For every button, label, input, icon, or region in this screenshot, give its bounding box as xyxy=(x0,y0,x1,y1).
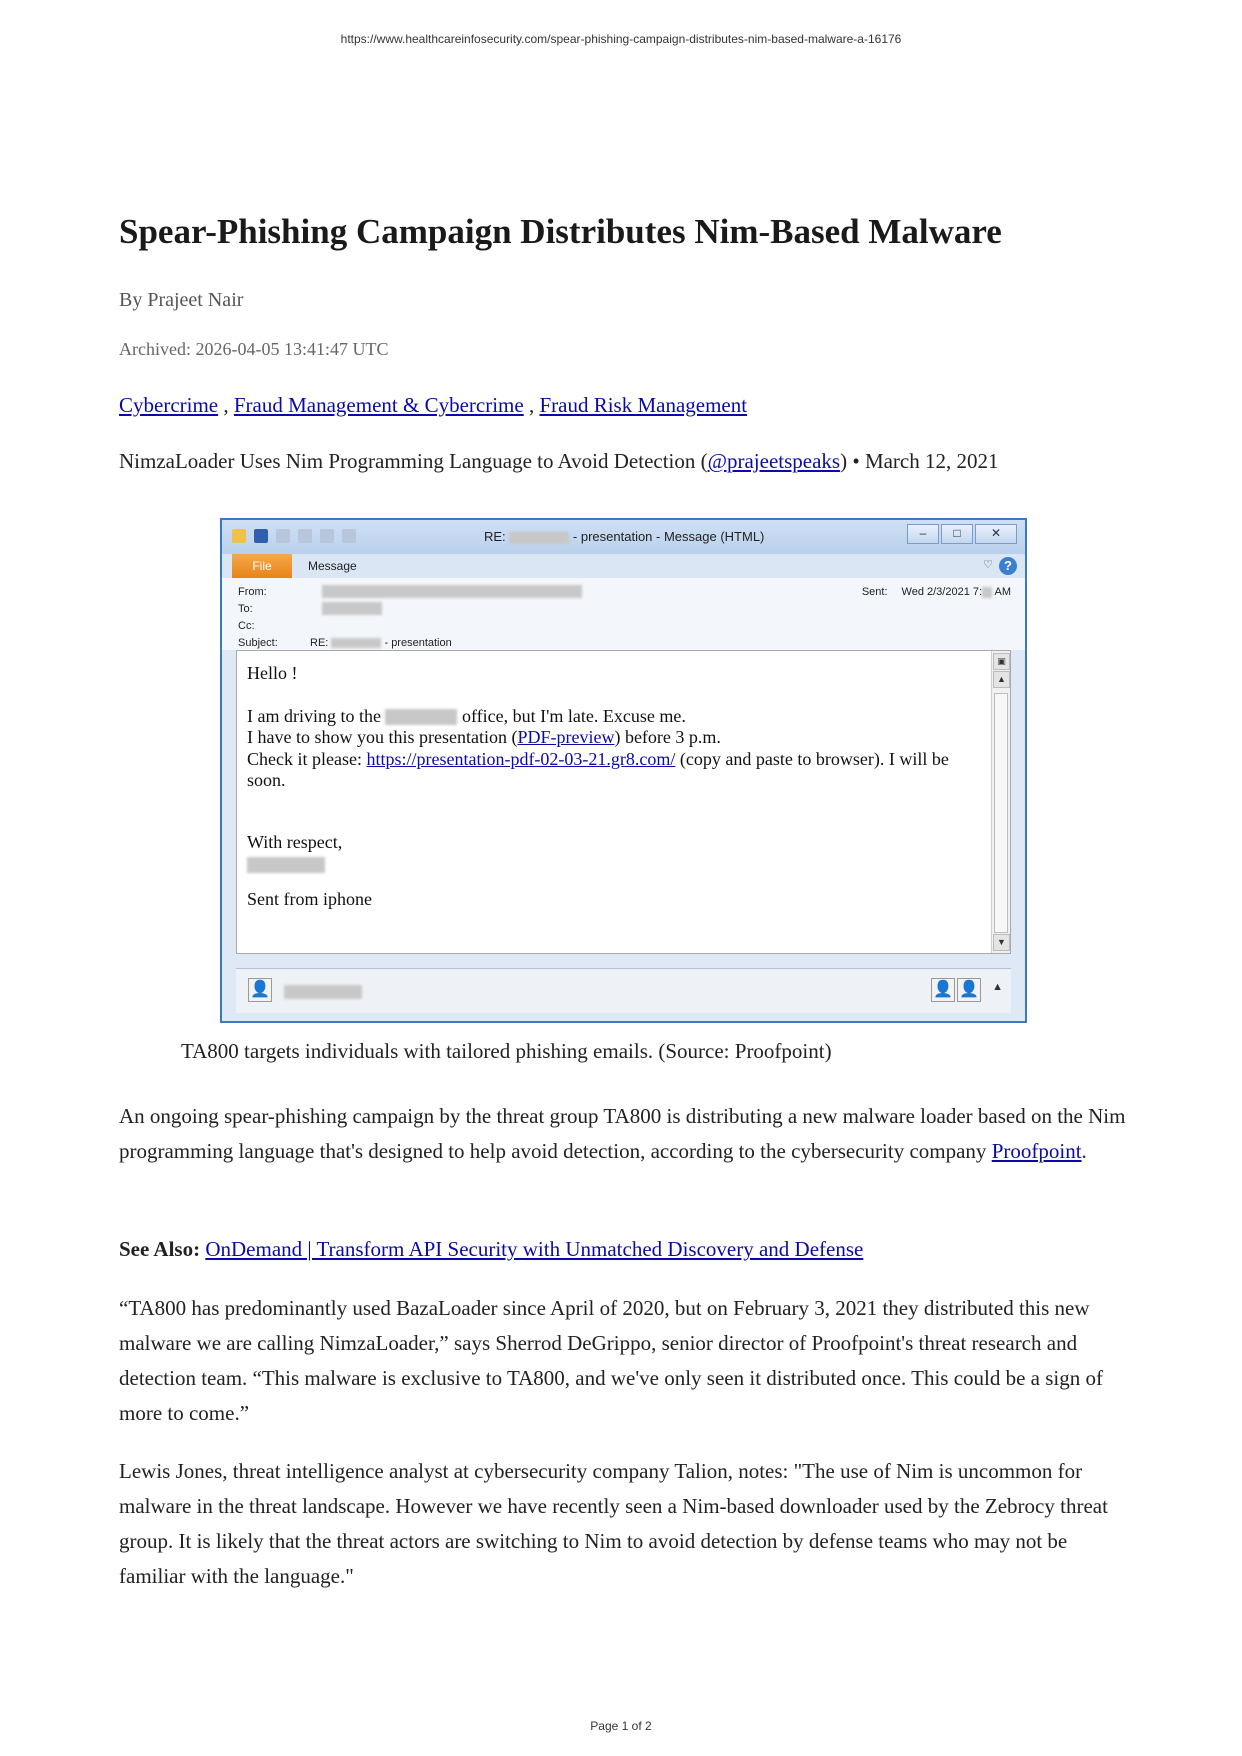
close-icon[interactable]: ✕ xyxy=(975,524,1017,544)
people-name xyxy=(284,983,362,1001)
category-link-cybercrime[interactable]: Cybercrime xyxy=(119,393,219,417)
sent-date: Sent: Wed 2/3/2021 7: AM xyxy=(861,586,1011,598)
to-label: To: xyxy=(238,603,253,615)
window-controls xyxy=(907,524,1017,544)
scroll-down-icon[interactable]: ▼ xyxy=(993,934,1010,951)
figure-caption: TA800 targets individuals with tailored phishing emails. (Source: Proofpoint) xyxy=(181,1039,832,1063)
article-subtitle xyxy=(119,449,999,474)
subtitle-date: ) • March 12, 2021 xyxy=(840,449,999,473)
maximize-icon[interactable]: □ xyxy=(941,524,973,544)
email-greeting: Hello ! xyxy=(247,663,298,683)
from-label: From: xyxy=(238,586,267,598)
people-pane xyxy=(236,968,1011,1013)
category-separator: , xyxy=(218,393,234,417)
redacted-block xyxy=(509,532,569,544)
see-also-link[interactable]: OnDemand | Transform API Security with Unmatched Discovery and Defense xyxy=(205,1237,864,1261)
tab-message[interactable]: Message xyxy=(308,559,357,573)
undo-icon xyxy=(276,529,290,543)
email-line-3: Check it please: https://presentation-pdf-02-03-21.gr8.com/ (copy and paste to browser). I will be soon. xyxy=(247,748,949,790)
scroll-thumb[interactable] xyxy=(994,693,1008,933)
proofpoint-link[interactable]: Proofpoint xyxy=(991,1139,1082,1163)
window-titlebar xyxy=(222,520,1025,554)
chevron-up-icon[interactable]: ▲ xyxy=(992,981,1003,993)
help-icon[interactable]: ? xyxy=(999,557,1017,575)
archived-date: Archived: 2026-04-05 13:41:47 UTC xyxy=(119,339,389,359)
byline: By Prajeet Nair xyxy=(119,289,244,311)
subtitle-text: NimzaLoader Uses Nim Programming Language to Avoid Detection ( xyxy=(119,449,708,473)
email-closing: With respect, xyxy=(247,831,343,852)
email-line-1: I am driving to the office, but I'm late. Excuse me. xyxy=(247,705,686,726)
category-links xyxy=(119,393,747,418)
ribbon xyxy=(222,554,1025,579)
paragraph-quote-degrippo: “TA800 has predominantly used BazaLoader since April of 2020, but on February 3, 2021 they distributed this new malware we are calling NimzaLoader,” says Sherrod DeGrippo, senior director of Proofpoint's threat research and detection team. “This malware is exclusive to TA800, and we've only seen it distributed once. This could be a sign of more to come.” xyxy=(119,1296,1103,1425)
see-also xyxy=(119,1232,1129,1267)
chevron-down-icon[interactable]: ♡ xyxy=(983,559,993,571)
from-value xyxy=(322,585,582,598)
to-value xyxy=(322,602,382,615)
avatar-icon: 👤 xyxy=(931,978,955,1002)
category-separator: , xyxy=(523,393,540,417)
avatar-icon: 👤 xyxy=(248,978,272,1002)
page-url: https://www.healthcareinfosecurity.com/spear-phishing-campaign-distributes-nim-based-malware-a-16176 xyxy=(340,32,902,46)
author-handle-link[interactable]: @prajeetspeaks xyxy=(707,449,841,473)
category-link-fraud-management[interactable]: Fraud Management & Cybercrime xyxy=(233,393,524,417)
pdf-preview-link[interactable]: PDF-preview xyxy=(517,727,615,747)
paragraph-quote-jones: Lewis Jones, threat intelligence analyst at cybersecurity company Talion, notes: "The use of Nim is uncommon for malware in the threat landscape. However we have recently seen a Nim-based downloader used by the Zebrocy threat group. It is likely that the threat actors are switching to Nim to avoid detection by defense teams who may not be familiar with the language." xyxy=(119,1459,1108,1588)
cc-label: Cc: xyxy=(238,620,255,632)
quick-access-toolbar xyxy=(232,529,356,543)
minimize-icon[interactable]: – xyxy=(907,524,939,544)
message-headers xyxy=(222,578,1025,650)
save-icon xyxy=(254,529,268,543)
tab-file[interactable]: File xyxy=(232,554,292,578)
intro-text: An ongoing spear-phishing campaign by the threat group TA800 is distributing a new malware loader based on the Nim programming language that's designed to help avoid detection, according to the cybersecurity company xyxy=(119,1104,1126,1163)
redacted-block xyxy=(385,709,457,725)
email-line-2: I have to show you this presentation (PDF-preview) before 3 p.m. xyxy=(247,727,721,747)
redo-icon xyxy=(298,529,312,543)
up-arrow-icon xyxy=(320,529,334,543)
email-signature: Sent from iphone xyxy=(247,888,372,909)
email-body xyxy=(236,650,1011,954)
down-arrow-icon xyxy=(342,529,356,543)
avatar-icon: 👤 xyxy=(957,978,981,1002)
phishing-url-link[interactable]: https://presentation-pdf-02-03-21.gr8.com/ xyxy=(366,748,676,769)
scroll-top-icon[interactable]: ▣ xyxy=(993,653,1010,670)
email-sender-name xyxy=(247,853,987,875)
redacted-block xyxy=(247,857,325,873)
scroll-up-icon[interactable]: ▲ xyxy=(993,671,1010,688)
window-title: RE: - presentation - Message (HTML) xyxy=(484,529,765,544)
subject-value: RE: - presentation xyxy=(310,637,452,649)
intro-end: . xyxy=(1081,1139,1087,1163)
see-also-label: See Also: xyxy=(119,1237,201,1261)
email-screenshot xyxy=(220,518,1027,1023)
page-title: Spear-Phishing Campaign Distributes Nim-Based Malware xyxy=(119,212,1002,251)
category-link-fraud-risk[interactable]: Fraud Risk Management xyxy=(539,393,748,417)
page-number: Page 1 of 2 xyxy=(590,1719,652,1733)
subject-label: Subject: xyxy=(238,637,278,649)
paragraph-intro xyxy=(119,1099,1129,1169)
mail-icon xyxy=(232,529,246,543)
scrollbar[interactable] xyxy=(991,651,1010,953)
